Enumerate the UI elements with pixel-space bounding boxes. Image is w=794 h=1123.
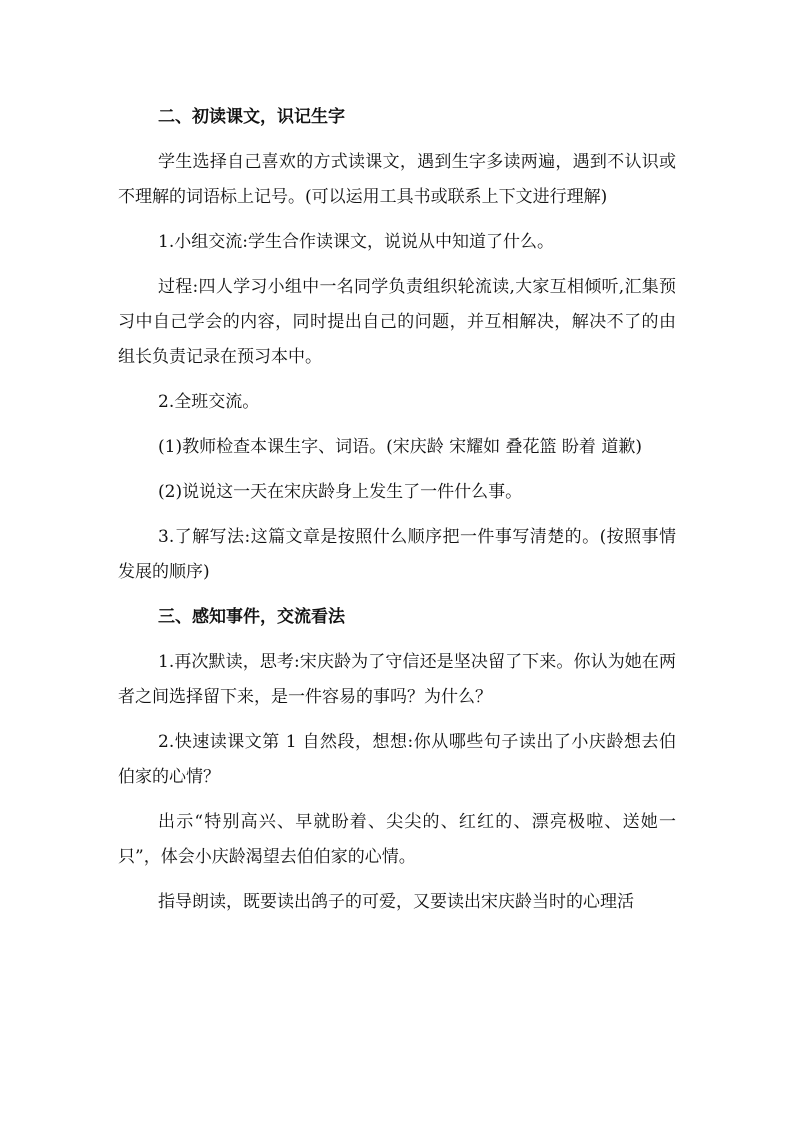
paragraph-reading-method: 学生选择自己喜欢的方式读课文，遇到生字多读两遍，遇到不认识或不理解的词语标上记号。(可以运用工具书或联系上下文进行理解)	[118, 152, 676, 207]
paragraph-writing-method: 3.了解写法:这篇文章是按照什么顺序把一件事写清楚的。(按照事情发展的顺序)	[118, 527, 676, 582]
paragraph-guided-reading: 指导朗读，既要读出鸽子的可爱，又要读出宋庆龄当时的心理活	[158, 892, 634, 912]
paragraph-tell-event: (2)说说这一天在宋庆龄身上发生了一件什么事。	[158, 482, 523, 502]
paragraph-group-exchange: 1.小组交流:学生合作读课文，说说从中知道了什么。	[158, 232, 554, 252]
document-body	[118, 100, 676, 930]
section-heading-2: 二、初读课文，识记生字	[158, 107, 345, 127]
section-heading-3: 三、感知事件，交流看法	[158, 607, 345, 627]
paragraph-quick-reading: 2.快速读课文第 1 自然段，想想:你从哪些句子读出了小庆龄想去伯伯家的心情？	[118, 732, 676, 787]
paragraph-check-words: (1)教师检查本课生字、词语。(宋庆龄 宋耀如 叠花篮 盼着 道歉)	[158, 437, 642, 457]
paragraph-class-exchange: 2.全班交流。	[158, 392, 260, 412]
paragraph-show-phrases: 出示“特别高兴、早就盼着、尖尖的、红红的、漂亮极啦、送她一只”，体会小庆龄渴望去伯伯家的心情。	[118, 812, 676, 867]
paragraph-silent-reading: 1.再次默读，思考:宋庆龄为了守信还是坚决留了下来。你认为她在两者之间选择留下来，是一件容易的事吗？为什么？	[118, 652, 676, 707]
paragraph-process: 过程:四人学习小组中一名同学负责组织轮流读,大家互相倾听,汇集预习中自己学会的内容，同时提出自己的问题，并互相解决，解决不了的由组长负责记录在预习本中。	[118, 277, 676, 367]
